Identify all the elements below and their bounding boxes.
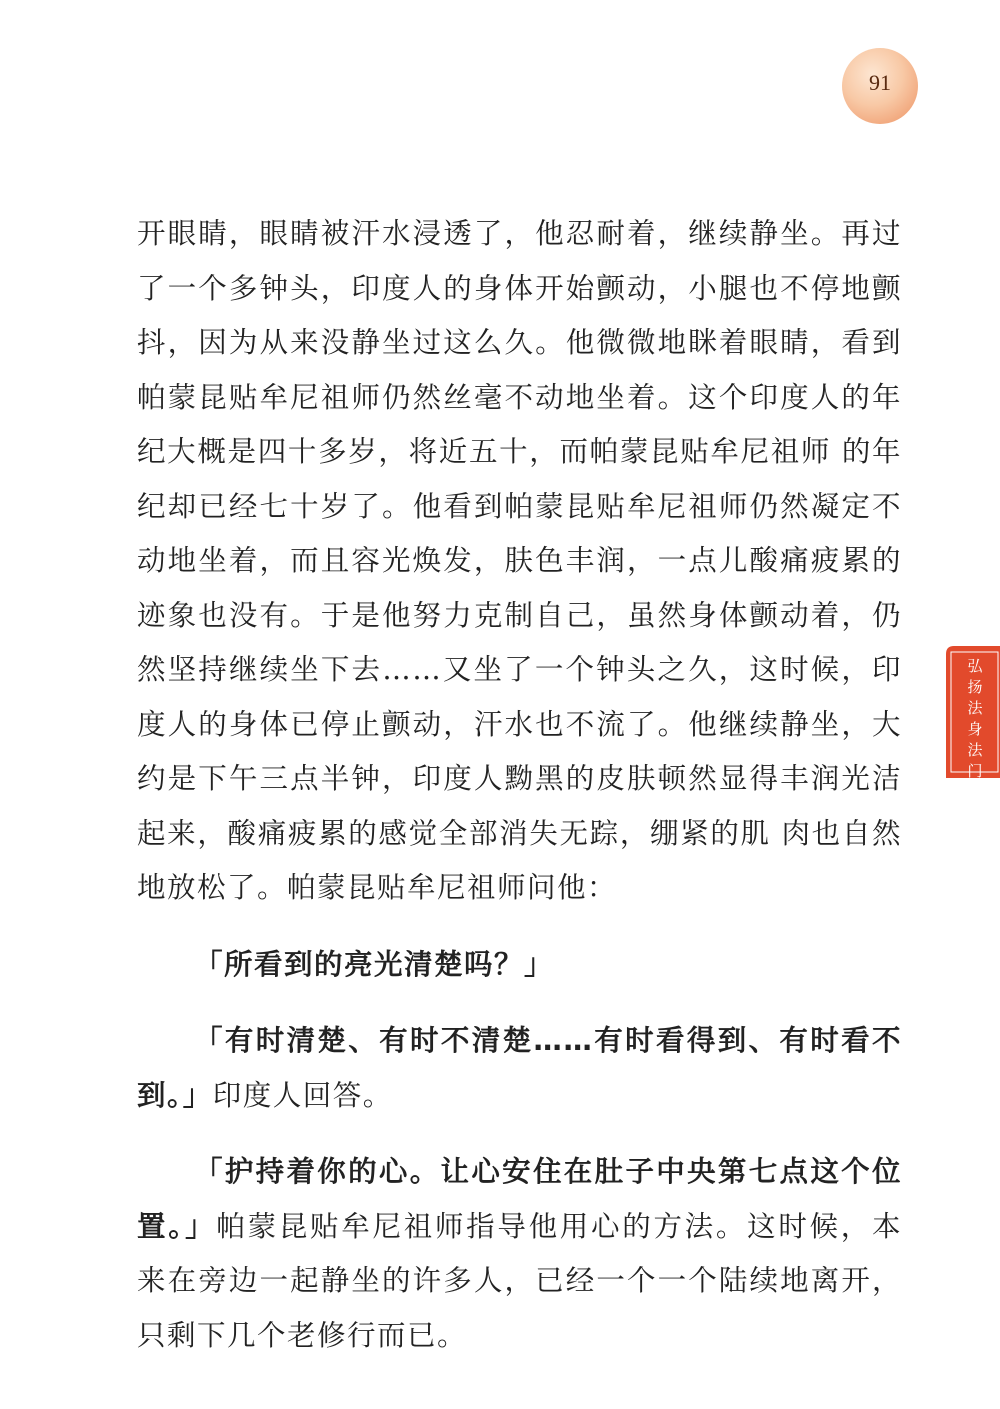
paragraph-text: 帕蒙昆贴牟尼祖师指导他用心的方法。这时候，本来在旁边一起静坐的许多人，已经一个一个陆续地离开，只剩下几个老修行而已。 (137, 1209, 902, 1352)
page-number: 91 (869, 70, 891, 95)
side-tab-char: 身 (967, 720, 983, 738)
quote-paragraph (137, 1014, 902, 1123)
side-tab (946, 646, 1000, 778)
body-text (137, 207, 902, 1363)
quote-text: 「护持着你的心。让心安住在肚子中央第七点这个位置。」 (137, 1155, 902, 1243)
quote-text: 「有时清楚、有时不清楚……有时看得到、有时看不到。」 (137, 1024, 902, 1112)
page-number-badge (842, 48, 918, 124)
side-tab-char: 扬 (967, 678, 983, 696)
paragraph-text: 印度人回答。 (212, 1078, 393, 1112)
side-tab-char: 法 (967, 741, 983, 759)
quote-paragraph (137, 1145, 902, 1363)
side-tab-char: 门 (967, 762, 983, 780)
quote-paragraph (137, 938, 902, 993)
side-tab-char: 弘 (967, 657, 983, 675)
side-tab-char: 法 (967, 699, 983, 717)
paragraph: 开眼睛，眼睛被汗水浸透了，他忍耐着，继续静坐。再过了一个多钟头，印度人的身体开始颤动，小腿也不停地颤抖，因为从来没静坐过这么久。他微微地眯着眼睛，看到帕蒙昆贴牟尼祖师仍然丝毫不动地坐着。这个印度人的年纪大概是四十多岁，将近五十，而帕蒙昆贴牟尼祖师 的年纪却已经七十岁了。他看到帕蒙昆贴牟尼祖师仍然凝定不动地坐着，而且容光焕发，肤色丰润，一点儿酸痛疲累的迹象也没有。于是他努力克制自己，虽然身体颤动着，仍然坚持继续坐下去……又坐了一个钟头之久，这时候，印度人的身体已停止颤动，汗水也不流了。他继续静坐，大约是下午三点半钟，印度人黝黑的皮肤顿然显得丰润光洁起来，酸痛疲累的感觉全部消失无踪，绷紧的肌 肉也自然地放松了。帕蒙昆贴牟尼祖师问他： (137, 217, 902, 904)
quote-text: 「所看到的亮光清楚吗？」 (194, 947, 555, 981)
